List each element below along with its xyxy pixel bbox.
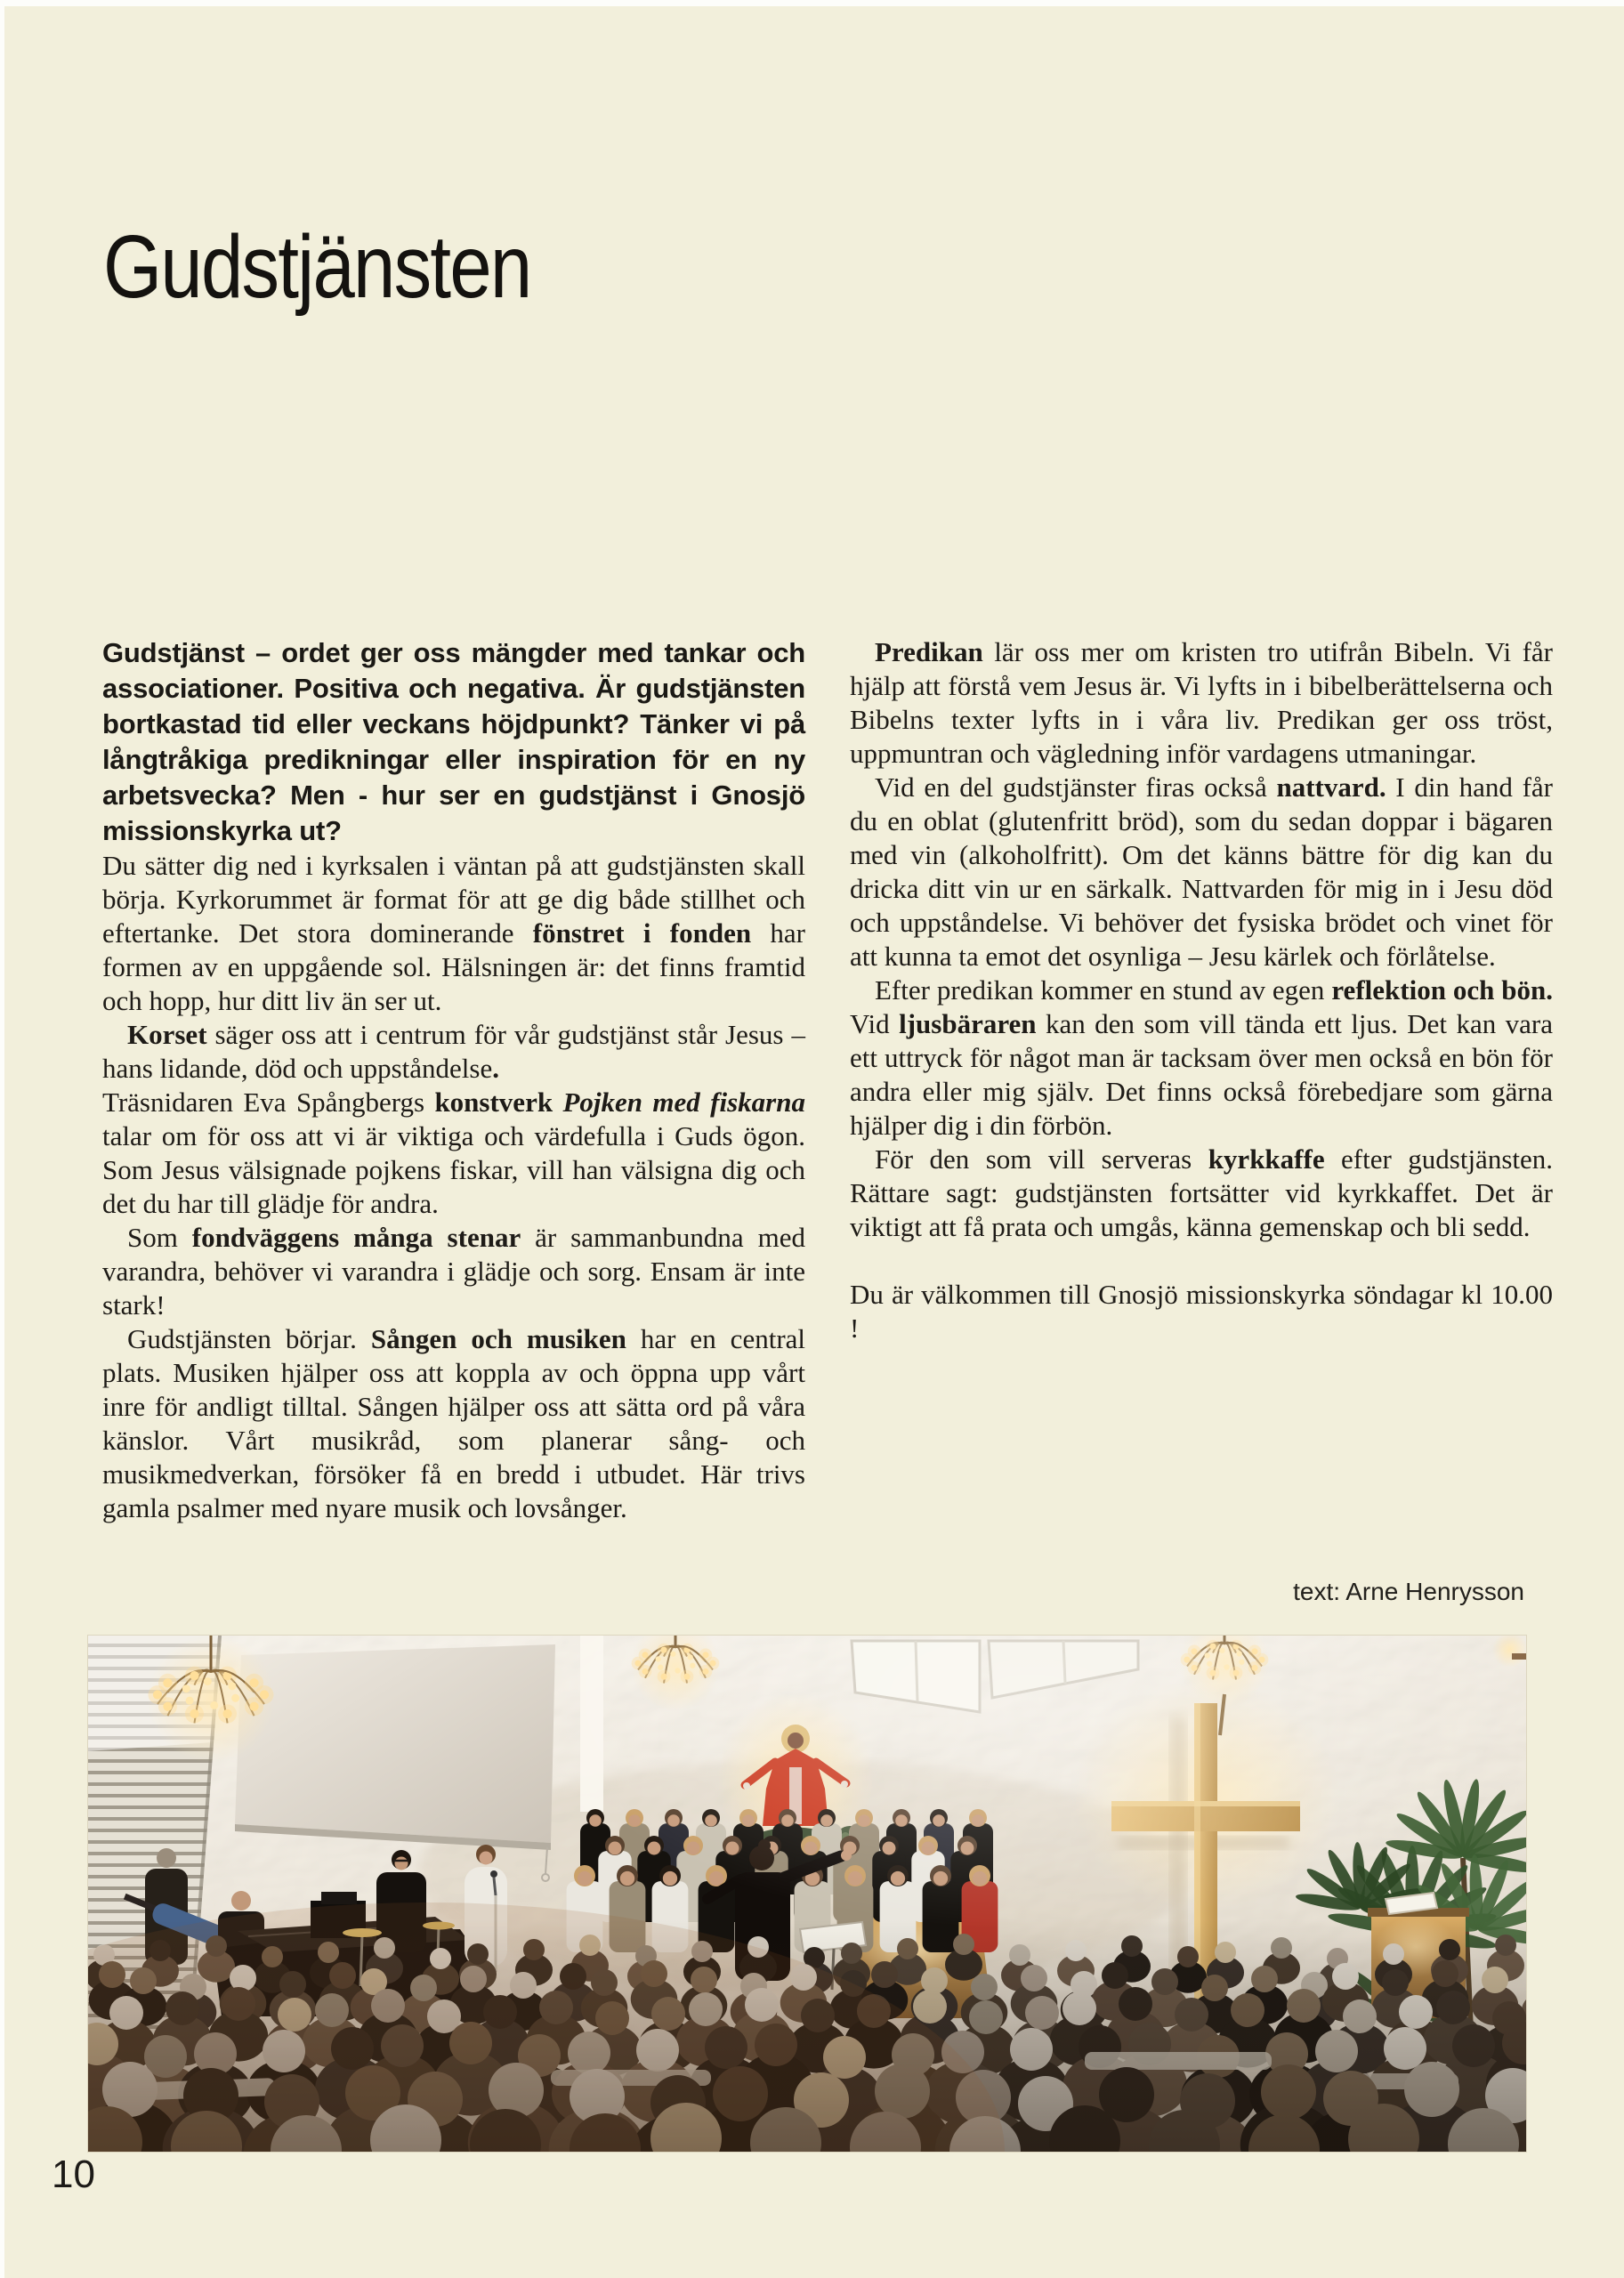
church-photo-illustration bbox=[88, 1636, 1526, 2152]
paragraph: Gudstjänsten börjar. Sången och musiken har en central plats. Musiken hjälper oss att koppla av och öppna upp vårt inre för andligt tilltal. Sången hjälper oss att sätta ord på våra känslor. Vårt musikråd, som planerar sång- och musikmedverkan, försöker få en bredd i utbudet. Här trivs gamla psalmer med nyare musik och lovsånger. bbox=[102, 1323, 806, 1523]
right-column bbox=[850, 635, 1553, 1525]
paragraph: Vid en del gudstjänster firas också nattvard. I din hand får du en oblat (glutenfritt bröd), som du sedan doppar i bägaren med vin (alkoholfritt). Om det känns bättre för dig kan du dricka ditt vin ur en särkalk. Nattvarden för mig in i Jesu död och uppståndelse. Vi behöver det fysiska brödet och vinet för att kunna ta emot det osynliga – Jesu kärlek och förlåtelse. bbox=[850, 771, 1553, 972]
byline: text: Arne Henrysson bbox=[1293, 1578, 1524, 1605]
paragraph: Predikan lär oss mer om kristen tro utifrån Bibeln. Vi får hjälp att förstå vem Jesus är. Vi lyfts in i bibelberättelserna och Bibelns texter lyfts in i våra liv. Predikan ger oss tröst, uppmuntran och vägledning inför vardagens utmaningar. bbox=[850, 636, 1553, 769]
paragraph: Korset säger oss att i centrum för vår gudstjänst står Jesus – hans lidande, död och uppståndelse. bbox=[102, 1019, 805, 1084]
paragraph: Du är välkommen till Gnosjö missionskyrka söndagar kl 10.00 ! bbox=[850, 1279, 1553, 1344]
paragraph: Träsnidaren Eva Spångbergs konstverk Pojken med fiskarna talar om för oss att vi är viktiga och värdefulla i Guds ögon. Som Jesus välsignade pojkens fiskar, vill han välsigna dig och det du har till glädje för andra. bbox=[102, 1086, 805, 1219]
paragraph: Du sätter dig ned i kyrksalen i väntan på att gudstjänsten skall börja. Kyrkorummet är format för att ge dig både stillhet och eftertanke. Det stora dominerande fönstret i fonden har formen av en uppgående sol. Hälsningen är: det finns framtid och hopp, hur ditt liv än ser ut. bbox=[102, 850, 805, 1016]
page-edge-left bbox=[0, 0, 4, 2278]
page-edge-top bbox=[0, 0, 1624, 6]
page-number: 10 bbox=[52, 2153, 95, 2196]
paragraph: Som fondväggens många stenar är sammanbundna med varandra, behöver vi varandra i glädje och sorg. Ensam är inte stark! bbox=[102, 1222, 805, 1321]
paragraph: För den som vill serveras kyrkkaffe efter gudstjänsten. Rättare sagt: gudstjänsten fortsätter vid kyrkkaffet. Det är viktigt att få prata och umgås, känna gemenskap och bli sedd. bbox=[850, 1143, 1554, 1242]
intro-paragraph: Gudstjänst – ordet ger oss mängder med tankar och associationer. Positiva och negativa. Är gudstjänsten bortkastad tid eller veckans höjdpunkt? Tänker vi på långtråkiga predikningar eller inspiration för en ny arbetsvecka? Men - hur ser en gudstjänst i Gnosjö missionskyrka ut? bbox=[102, 637, 805, 846]
page-title: Gudstjänsten bbox=[103, 217, 531, 317]
article-body bbox=[102, 635, 1553, 1525]
left-column-paragraphs bbox=[102, 849, 805, 1525]
right-column-paragraphs bbox=[850, 635, 1553, 1345]
church-service-photo bbox=[88, 1636, 1526, 2152]
paragraph: Efter predikan kommer en stund av egen reflektion och bön. Vid ljusbäraren kan den som vill tända ett ljus. Det kan vara ett uttryck för något man är tacksam över men också en bön för andra eller mig själv. Det finns också förebedjare som gärna hjälper dig i din förbön. bbox=[850, 974, 1554, 1141]
left-column bbox=[102, 635, 805, 1525]
